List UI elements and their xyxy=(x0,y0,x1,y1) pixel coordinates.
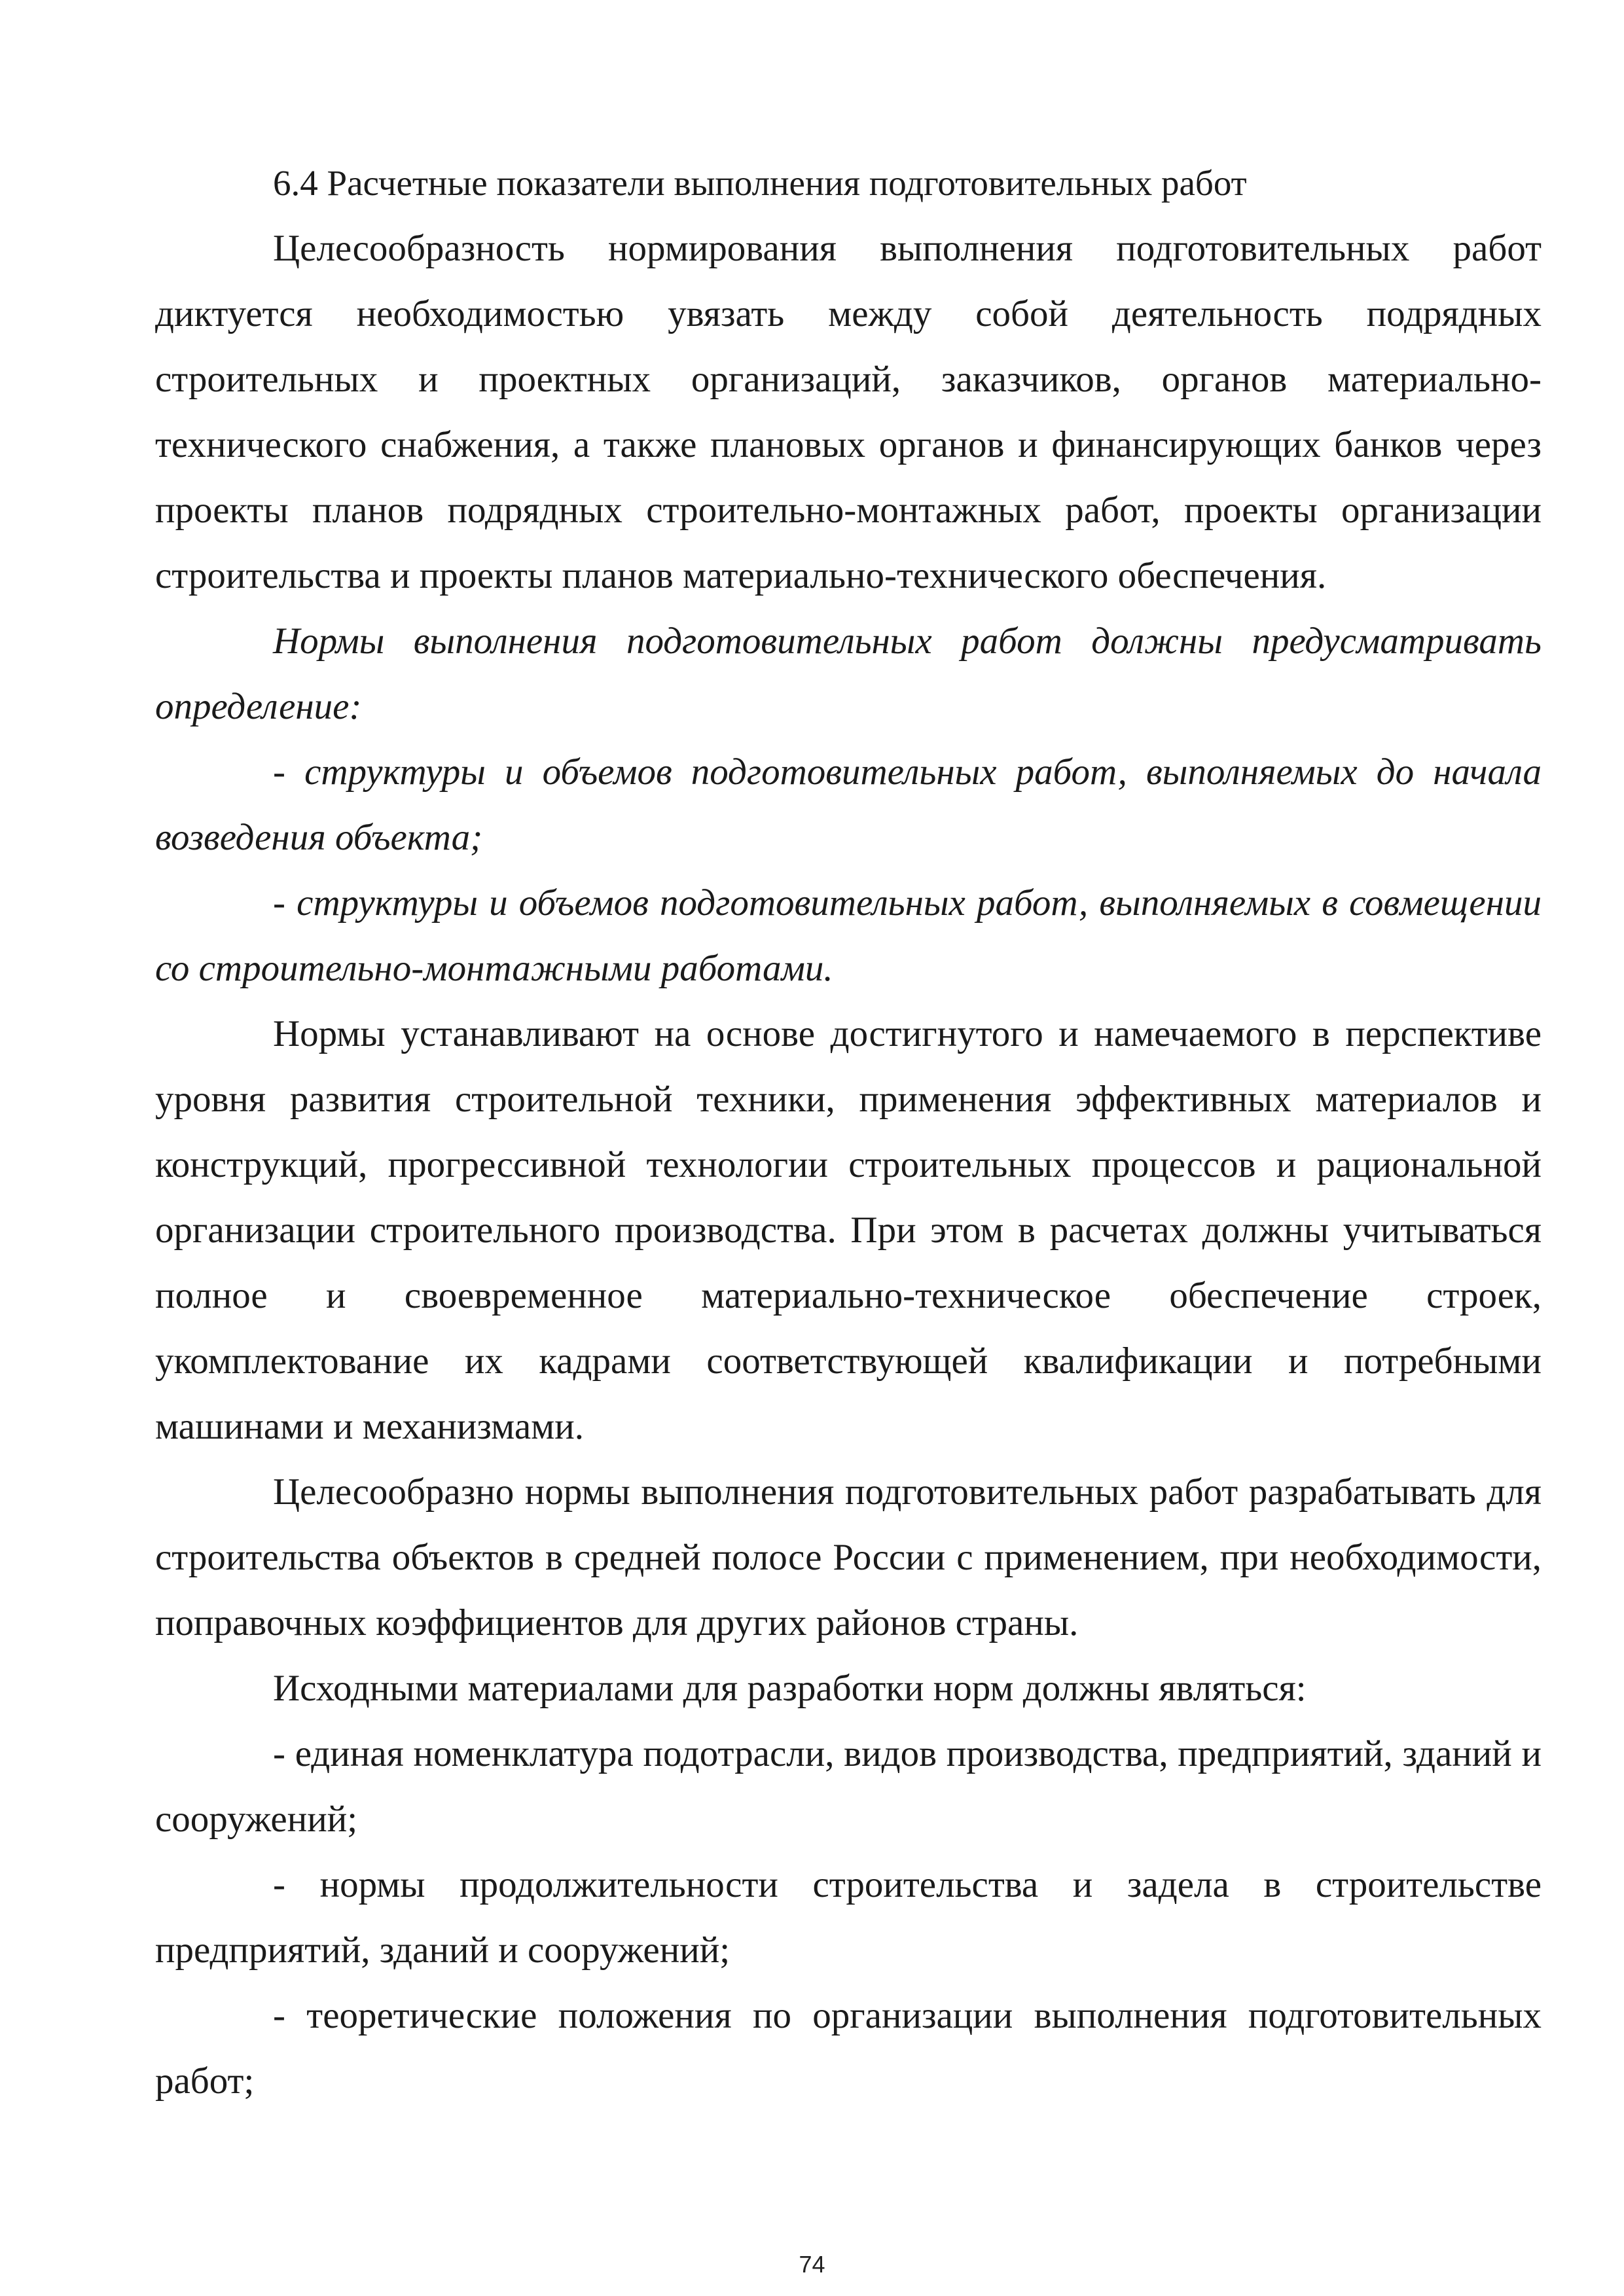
list-item-nomenclature: - единая номенклатура подотрасли, видов производства, предприятий, зданий и сооружений; xyxy=(155,1733,1542,1840)
paragraph-norms-intro: Нормы выполнения подготовительных работ должны предусматривать определение: xyxy=(155,620,1542,727)
paragraph-regional-coefficients: Целесообразно нормы выполнения подготовительных работ разрабатывать для строительства объектов в средней полосе России с применением, при необходимости, поправочных коэффициентов для других районов страны. xyxy=(155,1471,1542,1643)
document-page xyxy=(155,151,1542,2114)
page-number: 74 xyxy=(799,2251,825,2278)
list-item-combined-works: - структуры и объемов подготовительных работ, выполняемых в совмещении со строительно-монтажными работами. xyxy=(155,882,1542,989)
list-item-before-construction: - структуры и объемов подготовительных работ, выполняемых до начала возведения объекта; xyxy=(155,751,1542,858)
list-item-duration-norms: - нормы продолжительности строительства и задела в строительстве предприятий, зданий и сооружений; xyxy=(155,1864,1542,1971)
section-heading: 6.4 Расчетные показатели выполнения подготовительных работ xyxy=(273,163,1247,203)
paragraph-norms-basis: Нормы устанавливают на основе достигнутого и намечаемого в перспективе уровня развития строительной техники, применения эффективных материалов и конструкций, прогрессивной технологии строительных процессов и рациональной организации строительного производства. При этом в расчетах должны учитываться полное и своевременное материально-техническое обеспечение строек, укомплектование их кадрами соответствующей квалификации и потребными машинами и механизмами. xyxy=(155,1013,1542,1447)
paragraph-rationale: Целесообразность нормирования выполнения подготовительных работ диктуется необходимостью увязать между собой деятельность подрядных строительных и проектных организаций, заказчиков, органов материально-технического снабжения, а также плановых органов и финансирующих банков через проекты планов подрядных строительно-монтажных работ, проекты организации строительства и проекты планов материально-технического обеспечения. xyxy=(155,228,1542,596)
paragraph-source-materials: Исходными материалами для разработки норм должны являться: xyxy=(273,1668,1307,1709)
list-item-theoretical-provisions: - теоретические положения по организации выполнения подготовительных работ; xyxy=(155,1995,1542,2102)
